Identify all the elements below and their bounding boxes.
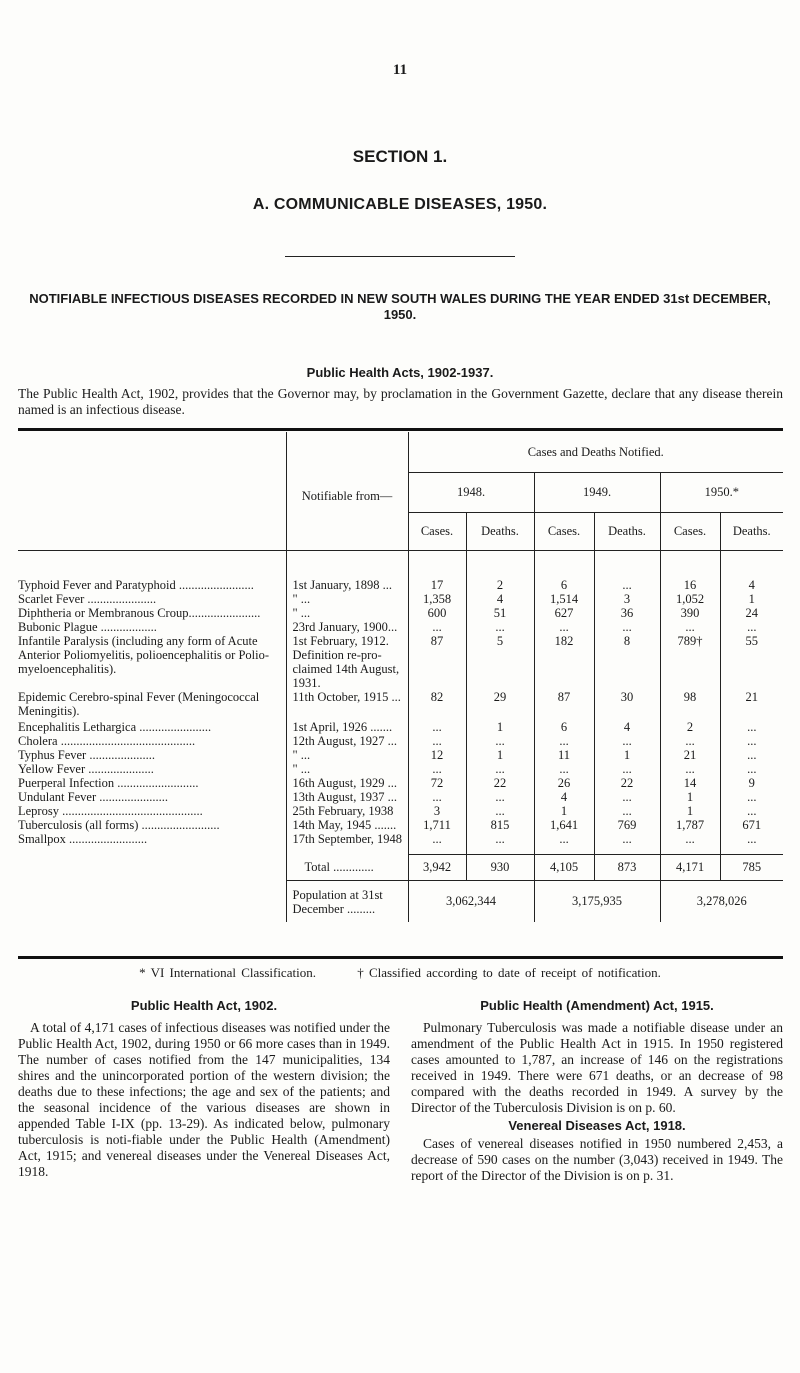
deaths-1950: 55 [720, 634, 783, 690]
deaths-1950: ... [720, 734, 783, 748]
disease-name: Infantile Paralysis (including any form of Acute Anterior Poliomyelitis, polioencephalitis or Polio-myeloencephalitis). [18, 634, 270, 676]
deaths-1948: ... [466, 804, 534, 818]
table-row [18, 734, 783, 748]
table-row [18, 748, 783, 762]
deaths-1948: ... [466, 790, 534, 804]
deaths-1950: 9 [720, 776, 783, 790]
left-column [18, 998, 390, 1180]
total-deaths-1949: 873 [594, 854, 660, 880]
deaths-1949: ... [594, 734, 660, 748]
table-row [18, 720, 783, 734]
divider-rule [285, 256, 515, 257]
disease-name: Smallpox ......................... [18, 832, 148, 846]
deaths-1948: ... [466, 832, 534, 846]
section-title: SECTION 1. [352, 147, 448, 166]
acts-heading: Public Health Acts, 1902-1937. [306, 365, 494, 380]
disease-name: Typhus Fever ..................... [18, 748, 155, 762]
deaths-1949: ... [594, 804, 660, 818]
deaths-1949: ... [594, 762, 660, 776]
cases-1950: 390 [660, 606, 720, 620]
deaths-header-1950: Deaths. [720, 512, 783, 550]
population-1950: 3,278,026 [660, 880, 783, 922]
deaths-header-1948: Deaths. [466, 512, 534, 550]
table-row [18, 790, 783, 804]
cases-1950: 16 [660, 578, 720, 592]
deaths-1950: 671 [720, 818, 783, 832]
notifiable-from-date: 16th August, 1929 ... [286, 776, 408, 790]
cases-1950: 14 [660, 776, 720, 790]
deaths-1950: 4 [720, 578, 783, 592]
year-1948-header: 1948. [408, 472, 534, 512]
cases-1949: 182 [534, 634, 594, 690]
cases-1950: 1,787 [660, 818, 720, 832]
table-row [18, 634, 783, 690]
total-cases-1950: 4,171 [660, 854, 720, 880]
deaths-1949: 22 [594, 776, 660, 790]
deaths-1948: 5 [466, 634, 534, 690]
notifiable-from-date: 17th September, 1948 [286, 832, 408, 846]
deaths-1950: ... [720, 762, 783, 776]
disease-name: Scarlet Fever ...................... [18, 592, 157, 606]
blank-header [18, 432, 286, 512]
cases-1950: 21 [660, 748, 720, 762]
cases-1949: 26 [534, 776, 594, 790]
cases-header-1950: Cases. [660, 512, 720, 550]
deaths-1950: 24 [720, 606, 783, 620]
population-1949: 3,175,935 [534, 880, 660, 922]
disease-name: Epidemic Cerebro-spinal Fever (Meningococcal Meningitis). [18, 690, 260, 718]
table-row [18, 832, 783, 846]
notifiable-from-date: 25th February, 1938 [286, 804, 408, 818]
deaths-1949: 36 [594, 606, 660, 620]
disease-name: Bubonic Plague .................. [18, 620, 157, 634]
deaths-1948: ... [466, 620, 534, 634]
table-row [18, 620, 783, 634]
cases-1948: ... [408, 762, 466, 776]
cases-1950: 1 [660, 790, 720, 804]
cases-deaths-header: Cases and Deaths Notified. [408, 432, 783, 472]
deaths-1950: 1 [720, 592, 783, 606]
cases-1949: 6 [534, 578, 594, 592]
deaths-1949: 3 [594, 592, 660, 606]
total-spacer [18, 854, 286, 880]
cases-1950: ... [660, 734, 720, 748]
cases-1949: ... [534, 734, 594, 748]
cases-1949: 87 [534, 690, 594, 720]
deaths-1949: 769 [594, 818, 660, 832]
left-column-heading: Public Health Act, 1902. [130, 998, 278, 1013]
cases-1948: 1,711 [408, 818, 466, 832]
notifiable-from-date: 11th October, 1915 ... [286, 690, 408, 720]
notifiable-from-date: 23rd January, 1900... [286, 620, 408, 634]
deaths-1948: ... [466, 734, 534, 748]
deaths-1948: 1 [466, 720, 534, 734]
cases-1948: ... [408, 790, 466, 804]
total-deaths-1948: 930 [466, 854, 534, 880]
deaths-1949: 1 [594, 748, 660, 762]
deaths-1950: ... [720, 804, 783, 818]
table-row [18, 578, 783, 592]
total-label: Total ............. [286, 854, 408, 880]
disease-name: Diphtheria or Membranous Croup....................... [18, 606, 261, 620]
cases-1948: ... [408, 734, 466, 748]
disease-name: Encephalitis Lethargica ....................... [18, 720, 212, 734]
notifiable-from-date: " ... [286, 762, 408, 776]
table-row [18, 606, 783, 620]
notifiable-from-header: Notifiable from— [286, 432, 408, 512]
cases-1948: 1,358 [408, 592, 466, 606]
notifiable-from-date: " ... [286, 592, 408, 606]
disease-name: Puerperal Infection .......................... [18, 776, 199, 790]
table-row [18, 818, 783, 832]
cases-1949: 1 [534, 804, 594, 818]
deaths-1949: ... [594, 832, 660, 846]
deaths-1950: ... [720, 748, 783, 762]
disease-name: Cholera ........................................... [18, 734, 196, 748]
deaths-header-1949: Deaths. [594, 512, 660, 550]
cases-1950: 2 [660, 720, 720, 734]
table-row [18, 762, 783, 776]
cases-1950: 789† [660, 634, 720, 690]
population-1948: 3,062,344 [408, 880, 534, 922]
cases-1949: 1,641 [534, 818, 594, 832]
part-title: A. COMMUNICABLE DISEASES, 1950. [252, 196, 548, 213]
cases-1949: 627 [534, 606, 594, 620]
cases-1949: ... [534, 620, 594, 634]
deaths-1950: ... [720, 720, 783, 734]
cases-1948: ... [408, 832, 466, 846]
table-row [18, 690, 783, 720]
deaths-1948: 29 [466, 690, 534, 720]
table-bottom-rule [18, 956, 783, 959]
blank-subheader [18, 512, 286, 550]
deaths-1948: ... [466, 762, 534, 776]
deaths-1948: 1 [466, 748, 534, 762]
disease-name: Tuberculosis (all forms) ......................... [18, 818, 220, 832]
page-number: 11 [392, 62, 408, 78]
notifiable-diseases-table [18, 432, 783, 922]
deaths-1948: 4 [466, 592, 534, 606]
cases-1950: ... [660, 832, 720, 846]
cases-1950: 1 [660, 804, 720, 818]
main-heading: NOTIFIABLE INFECTIOUS DISEASES RECORDED IN NEW SOUTH WALES DURING THE YEAR ENDED 31st DECEMBER, 1950. [29, 291, 771, 322]
left-column-text: A total of 4,171 cases of infectious diseases was notified under the Public Health Act, 1902, during 1950 or 66 more cases than in 1949. The number of cases notified from the 147 municipalities, 134 shires and the unincorporated portion of the western division; the deaths due to these infections; the age and sex of the patients; and the seasonal incidence of the various diseases are shown in appended Table I-IX (pp. 13-29). As indicated below, pulmonary tuberculosis is noti-fiable under the Public Health (Amendment) Act, 1915; and venereal diseases under the Venereal Diseases Act, 1918. [18, 1020, 390, 1179]
disease-name: Typhoid Fever and Paratyphoid ........................ [18, 578, 254, 592]
cases-1949: 1,514 [534, 592, 594, 606]
cases-1949: 11 [534, 748, 594, 762]
cases-header-1948: Cases. [408, 512, 466, 550]
blank-subheader [286, 512, 408, 550]
disease-name: Yellow Fever ..................... [18, 762, 154, 776]
deaths-1949: 8 [594, 634, 660, 690]
footnote-star: * VI International Classification. [139, 965, 316, 980]
year-1949-header: 1949. [534, 472, 660, 512]
cases-1949: 4 [534, 790, 594, 804]
notifiable-from-date: 1st February, 1912. Definition re-pro-claimed 14th August, 1931. [286, 634, 408, 690]
cases-1948: 600 [408, 606, 466, 620]
deaths-1949: 4 [594, 720, 660, 734]
notifiable-from-date: 1st April, 1926 ....... [286, 720, 408, 734]
deaths-1949: ... [594, 620, 660, 634]
right-column [411, 998, 783, 1184]
population-spacer [18, 880, 286, 922]
table-top-rule [18, 428, 783, 431]
total-cases-1949: 4,105 [534, 854, 594, 880]
cases-header-1949: Cases. [534, 512, 594, 550]
cases-1948: 17 [408, 578, 466, 592]
right-column-heading-1: Public Health (Amendment) Act, 1915. [480, 998, 714, 1013]
disease-name: Leprosy ............................................. [18, 804, 203, 818]
deaths-1948: 51 [466, 606, 534, 620]
table-row [18, 592, 783, 606]
cases-1948: ... [408, 620, 466, 634]
cases-1948: ... [408, 720, 466, 734]
population-label: Population at 31st December ......... [286, 880, 408, 922]
deaths-1949: ... [594, 578, 660, 592]
right-column-text-2: Cases of venereal diseases notified in 1950 numbered 2,453, a decrease of 590 cases on the number (3,043) received in 1949. The report of the Director of the Division is on p. 31. [411, 1136, 783, 1183]
cases-1950: 1,052 [660, 592, 720, 606]
footnote-dagger: † Classified according to date of receipt of notification. [357, 965, 661, 980]
deaths-1948: 2 [466, 578, 534, 592]
deaths-1950: ... [720, 620, 783, 634]
notifiable-from-date: 12th August, 1927 ... [286, 734, 408, 748]
table-footnotes [0, 965, 800, 981]
cases-1949: ... [534, 762, 594, 776]
table-row [18, 776, 783, 790]
cases-1950: ... [660, 620, 720, 634]
cases-1948: 87 [408, 634, 466, 690]
total-cases-1948: 3,942 [408, 854, 466, 880]
notifiable-from-date: " ... [286, 748, 408, 762]
notifiable-from-date: 1st January, 1898 ... [286, 578, 408, 592]
cases-1950: 98 [660, 690, 720, 720]
cases-1949: 6 [534, 720, 594, 734]
notifiable-from-date: 14th May, 1945 ....... [286, 818, 408, 832]
cases-1949: ... [534, 832, 594, 846]
deaths-1950: ... [720, 832, 783, 846]
year-1950-header: 1950.* [660, 472, 783, 512]
notifiable-from-date: 13th August, 1937 ... [286, 790, 408, 804]
disease-name: Undulant Fever ...................... [18, 790, 168, 804]
cases-1948: 82 [408, 690, 466, 720]
cases-1948: 3 [408, 804, 466, 818]
right-column-text-1: Pulmonary Tuberculosis was made a notifiable disease under an amendment of the Public Health Act in 1915. In 1950 registered cases amounted to 1,787, an increase of 146 on the registrations received in 1949. There were 671 deaths, or an decrease of 98 compared with the deaths recorded in 1949. A survey by the Director of the Tuberculosis Division is on p. 60. [411, 1020, 783, 1115]
cases-1948: 12 [408, 748, 466, 762]
deaths-1950: ... [720, 790, 783, 804]
cases-1948: 72 [408, 776, 466, 790]
deaths-1949: 30 [594, 690, 660, 720]
notifiable-from-date: " ... [286, 606, 408, 620]
table-row [18, 804, 783, 818]
total-deaths-1950: 785 [720, 854, 783, 880]
cases-1950: ... [660, 762, 720, 776]
deaths-1949: ... [594, 790, 660, 804]
right-column-heading-2: Venereal Diseases Act, 1918. [508, 1118, 686, 1133]
deaths-1948: 22 [466, 776, 534, 790]
deaths-1950: 21 [720, 690, 783, 720]
deaths-1948: 815 [466, 818, 534, 832]
intro-paragraph: The Public Health Act, 1902, provides that the Governor may, by proclamation in the Government Gazette, declare that any disease therein named is an infectious disease. [18, 386, 783, 417]
